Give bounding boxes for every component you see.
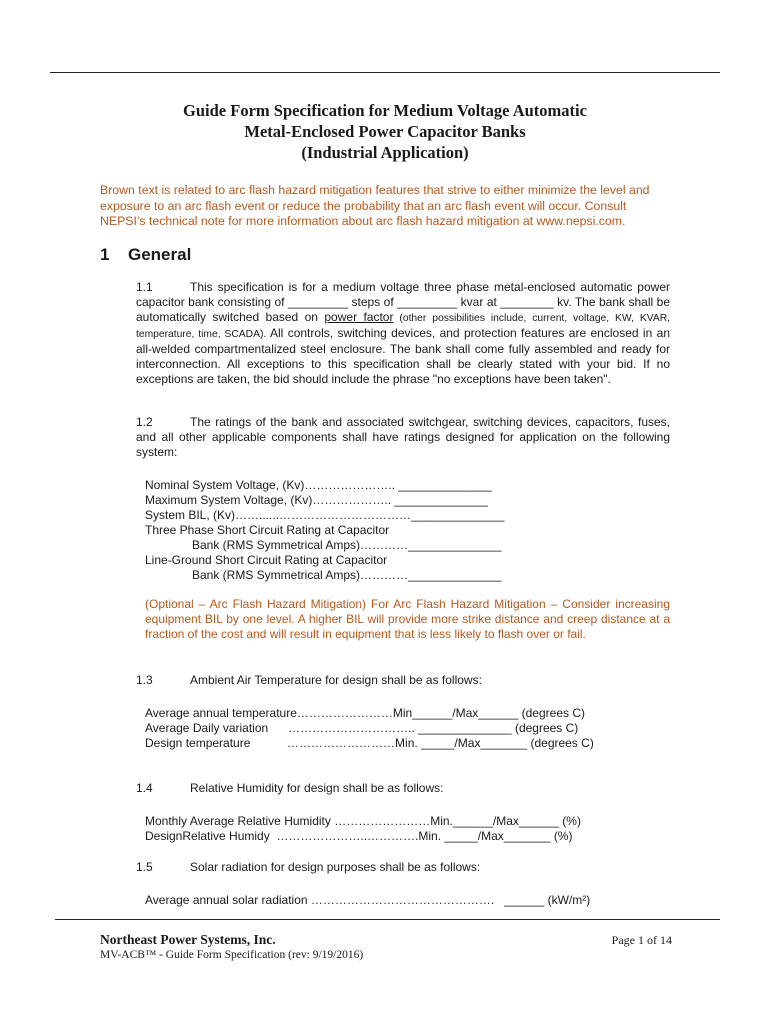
paragraph-1-5: [136, 860, 480, 875]
temperature-row: Average annual temperature……………………Min______/Max______ (degrees C): [145, 706, 585, 720]
arc-flash-intro-note: Brown text is related to arc flash hazard mitigation features that strive to either minimize the level and exposure to an arc flash event or reduce the probability that an arc flash event will occur. Consult NEPSI’s technical note for more information about arc flash hazard mitigation at www.nepsi.com.: [100, 183, 650, 228]
temperature-row: Design temperature ………………………Min. _____/Max_______ (degrees C): [145, 736, 594, 750]
paragraph-number: 1.1: [136, 280, 153, 294]
paragraph-1-2: [136, 415, 670, 460]
paragraph-number: 1.3: [136, 673, 153, 687]
rating-line-ground-value: Bank (RMS Symmetrical Amps)…………______________: [192, 568, 502, 582]
temperature-table: [145, 706, 594, 751]
footer-company: Northeast Power Systems, Inc.: [100, 932, 276, 947]
document-title: [0, 100, 770, 163]
paragraph-small-text: (other possibilities include, current, voltage, KW, KVAR, temperature, time, SCADA).: [136, 313, 671, 340]
paragraph-text: The ratings of the bank and associated switchgear, switching devices, capacitors, fuses, and all other applicable components shall have ratings designed for application on the following system:: [136, 415, 670, 459]
humidity-row: DesignRelative Humidy …………………..………….Min. _____/Max_______ (%): [145, 829, 573, 843]
paragraph-1-4: [136, 781, 443, 796]
paragraph-number: 1.4: [136, 781, 153, 795]
footer-rule: [55, 919, 720, 920]
system-ratings-list: [145, 478, 504, 583]
footer-document-id: MV-ACB™ - Guide Form Specification (rev: 9/19/2016): [100, 949, 364, 961]
paragraph-text: Relative Humidity for design shall be as follows:: [190, 781, 444, 795]
paragraph-1-1: [136, 280, 670, 387]
solar-table: [145, 893, 590, 908]
header-rule: [50, 72, 720, 73]
rating-three-phase-label: Three Phase Short Circuit Rating at Capacitor: [145, 523, 390, 537]
paragraph-number: 1.2: [136, 415, 153, 429]
rating-system-bil: System BIL, (Kv)……......……………………………______________: [145, 508, 505, 522]
footer-page-number: Page 1 of 14: [611, 933, 672, 947]
title-line-1: Guide Form Specification for Medium Voltage Automatic: [183, 101, 587, 120]
humidity-row: Monthly Average Relative Humidity ……………………Min.______/Max______ (%): [145, 814, 581, 828]
title-line-3: (Industrial Application): [301, 143, 469, 162]
title-line-2: Metal-Enclosed Power Capacitor Banks: [244, 122, 526, 141]
temperature-row: Average Daily variation ………………………….. ______________ (degrees C): [145, 721, 579, 735]
paragraph-text: Ambient Air Temperature for design shall be as follows:: [190, 673, 482, 687]
humidity-table: [145, 814, 581, 844]
rating-max-voltage: Maximum System Voltage, (Kv)……………….. ______________: [145, 493, 488, 507]
section-heading: [100, 245, 191, 265]
section-number: 1: [100, 245, 110, 264]
paragraph-number: 1.5: [136, 860, 153, 874]
rating-nominal-voltage: Nominal System Voltage, (Kv)………………….. ______________: [145, 478, 492, 492]
paragraph-text: This specification is for a medium voltage three phase metal-enclosed automatic power capacitor bank consisting of _________ steps of _________ kvar at ________ kv. The bank shall be automatically switched based on: [136, 280, 670, 324]
section-title: General: [128, 245, 192, 264]
power-factor-link[interactable]: power factor: [324, 310, 394, 324]
rating-line-ground-label: Line-Ground Short Circuit Rating at Capacitor: [145, 553, 388, 567]
rating-three-phase-value: Bank (RMS Symmetrical Amps)…………______________: [192, 538, 502, 552]
paragraph-text: Solar radiation for design purposes shall be as follows:: [190, 860, 481, 874]
optional-arc-flash-note: (Optional – Arc Flash Hazard Mitigation) For Arc Flash Hazard Mitigation – Consider increasing equipment BIL by one level. A higher BIL will provide more strike distance and creep distance at a fraction of the cost and will result in equipment that is less likely to flash over or fail.: [145, 597, 670, 641]
solar-row: Average annual solar radiation ………………………………………. ______ (kW/m²): [145, 893, 591, 907]
paragraph-text-cont: All controls, switching devices, and protection features are enclosed in an all-welded compartmentalized steel enclosure. The bank shall come fully assembled and ready for interconnection. All exceptions to this specification shall be clearly stated with your bid. If no exceptions are taken, the bid should include the phrase "no exceptions have been taken".: [136, 326, 670, 386]
paragraph-1-3: [136, 673, 482, 688]
